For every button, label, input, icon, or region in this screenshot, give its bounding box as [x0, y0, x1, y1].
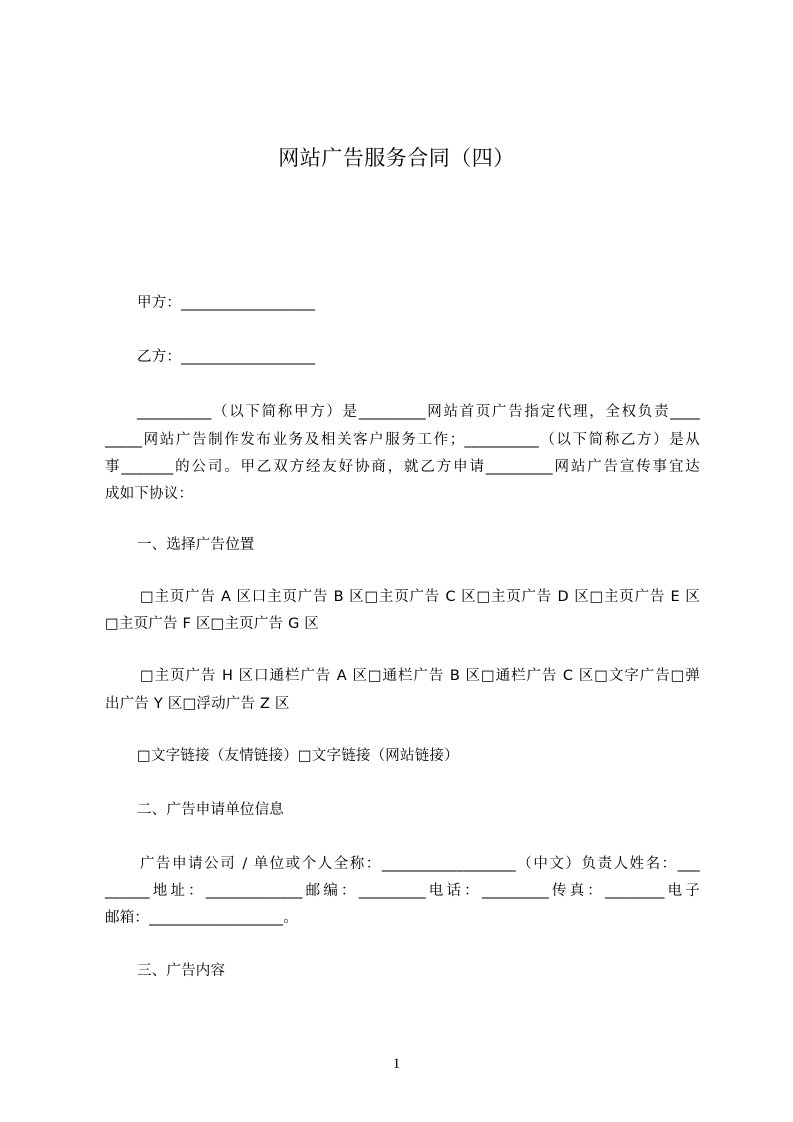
intro-line-1: __________（以下简称甲方）是_________网站首页广告指定代理，全权负责____ — [137, 404, 700, 420]
applicant-info-line-1: 广告申请公司 / 单位或个人全称：__________________（中文）负责人姓名：___ — [140, 856, 700, 872]
section3-heading: 三、广告内容 — [137, 963, 226, 979]
applicant-info-line-3: 邮箱：__________________。 — [105, 910, 298, 926]
ad-position-line-1: □主页广告 A 区口主页广告 B 区□主页广告 C 区□主页广告 D 区□主页广告 E 区 — [140, 589, 700, 605]
party-b-line: 乙方：__________________ — [137, 349, 316, 365]
intro-line-2: _____网站广告制作发布业务及相关客户服务工作；__________（以下简称乙方）是从 — [105, 432, 700, 448]
ad-position-line-3: □主页广告 H 区口通栏广告 A 区□通栏广告 B 区□通栏广告 C 区□文字广告□弹 — [140, 668, 700, 684]
intro-line-3: 事_______的公司。甲乙双方经友好协商，就乙方申请_________网站广告宣传事宜达 — [105, 459, 700, 475]
ad-position-line-2: □主页广告 F 区□主页广告 G 区 — [105, 616, 320, 632]
intro-line-4: 成如下协议： — [105, 486, 194, 502]
applicant-info-line-2: ______地址：_____________邮编：_________电话：_________传真：________电子 — [105, 883, 700, 899]
text-link-options: □文字链接（友情链接）□文字链接（网站链接） — [137, 748, 459, 764]
ad-position-line-4: 出广告 Y 区□浮动广告 Z 区 — [105, 696, 290, 712]
page-number: 1 — [392, 1056, 401, 1072]
section1-heading: 一、选择广告位置 — [137, 537, 255, 553]
document-title: 网站广告服务合同（四） — [278, 146, 515, 170]
party-a-line: 甲方：__________________ — [137, 295, 316, 311]
section2-heading: 二、广告申请单位信息 — [137, 802, 284, 818]
